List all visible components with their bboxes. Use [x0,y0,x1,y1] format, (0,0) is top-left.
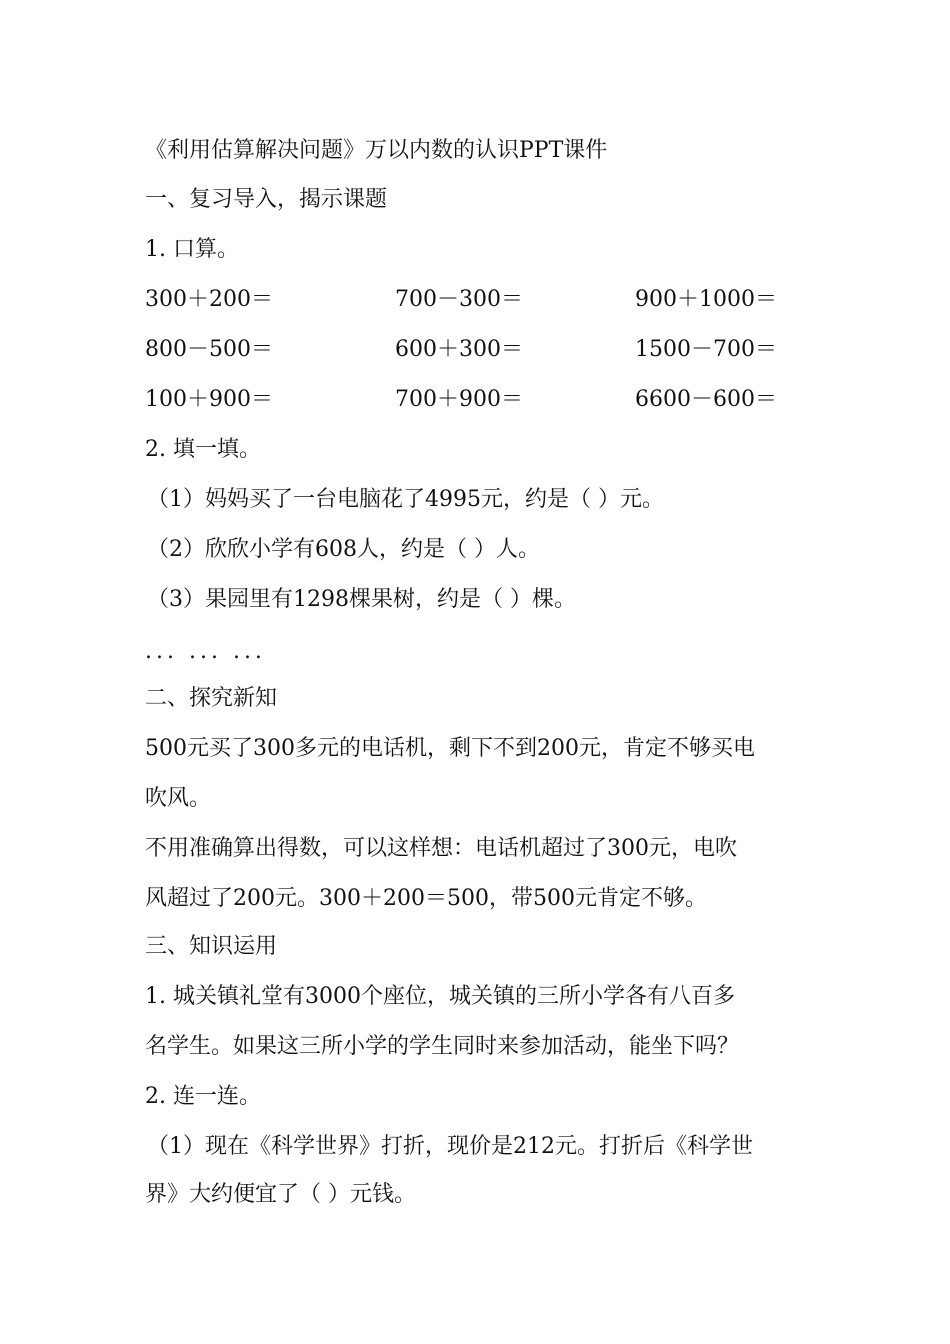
paragraph-line: 不用准确算出得数，可以这样想：电话机超过了300元，电吹 [145,836,737,861]
calc-item: 600＋300＝ [395,337,523,362]
paragraph-line: 界》大约便宜了（ ）元钱。 [145,1182,416,1207]
paragraph-line: 名学生。如果这三所小学的学生同时来参加活动，能坐下吗？ [145,1034,740,1059]
paragraph-line: 吹风。 [145,786,212,811]
calc-item: 700＋900＝ [395,387,523,412]
fill-item: （2）欣欣小学有608人，约是（ ）人。 [147,537,540,562]
fill-item: （3）果园里有1298棵果树，约是（ ）棵。 [147,587,576,612]
paragraph-line: 风超过了200元。300＋200＝500，带500元肯定不够。 [145,886,707,911]
ellipsis: ... ... ... [145,639,266,664]
calc-item: 800－500＝ [145,337,273,362]
paragraph-line: 1. 城关镇礼堂有3000个座位，城关镇的三所小学各有八百多 [145,984,735,1009]
question-connect-heading: 2. 连一连。 [145,1084,261,1109]
question-2-heading: 2. 填一填。 [145,437,261,462]
paragraph-line: 500元买了300多元的电话机，剩下不到200元，肯定不够买电 [145,736,755,761]
calc-item: 300＋200＝ [145,287,273,312]
calc-item: 700－300＝ [395,287,523,312]
calc-item: 900＋1000＝ [635,287,777,312]
calc-item: 100＋900＝ [145,387,273,412]
calc-item: 1500－700＝ [635,337,777,362]
calc-item: 6600－600＝ [635,387,777,412]
section-heading-review: 一、复习导入，揭示课题 [145,187,388,212]
question-1-heading: 1. 口算。 [145,237,239,262]
section-heading-explore: 二、探究新知 [145,686,278,711]
fill-item: （1）妈妈买了一台电脑花了4995元，约是（ ）元。 [147,487,664,512]
document-title: 《利用估算解决问题》万以内数的认识PPT课件 [145,138,608,163]
section-heading-apply: 三、知识运用 [145,934,278,959]
paragraph-line: （1）现在《科学世界》打折，现价是212元。打折后《科学世 [147,1134,753,1159]
